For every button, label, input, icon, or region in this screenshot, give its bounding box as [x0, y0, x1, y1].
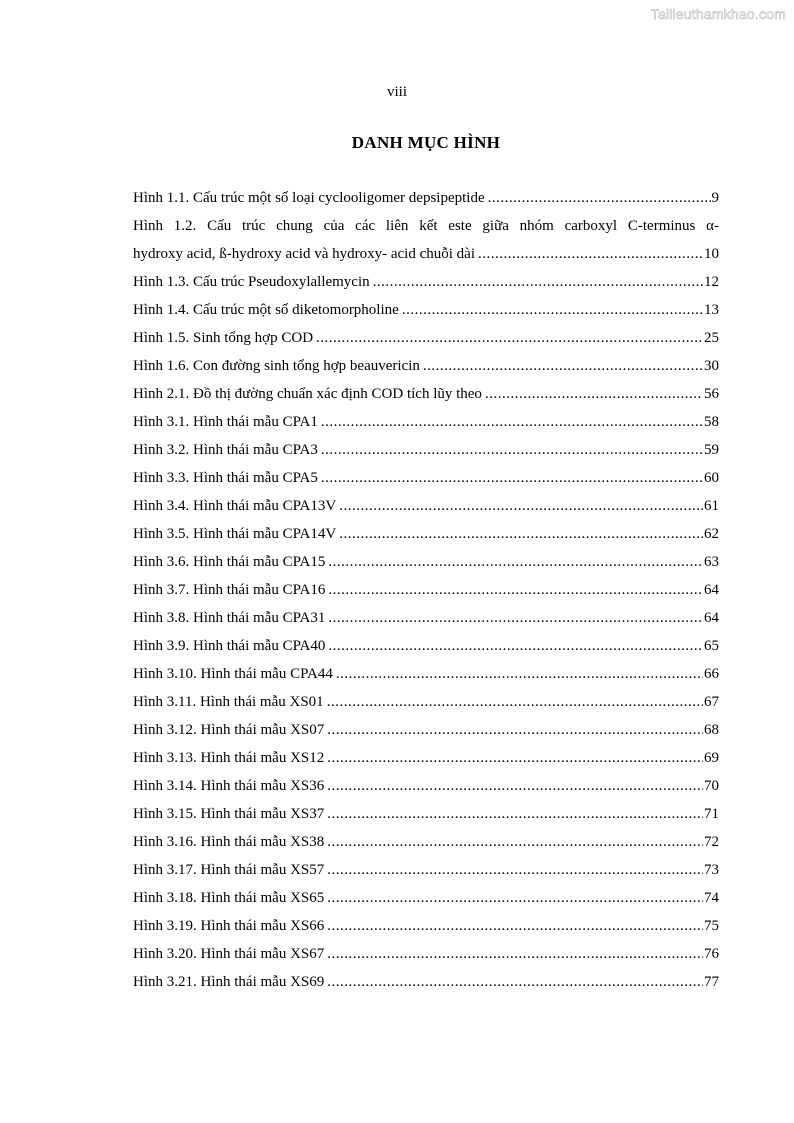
entry-label: Hình 3.16. Hình thái mẫu XS38 — [133, 834, 325, 850]
toc-entry[interactable] — [133, 828, 719, 856]
dot-leader — [327, 940, 703, 968]
entry-page: 69 — [704, 750, 719, 766]
toc-entry[interactable] — [133, 576, 719, 604]
entry-label: Hình 3.7. Hình thái mẫu CPA16 — [133, 582, 326, 598]
dot-leader — [321, 436, 703, 464]
entry-page: 30 — [704, 358, 719, 374]
entry-page: 77 — [704, 974, 719, 990]
dot-leader — [327, 716, 703, 744]
entry-label: Hình 3.12. Hình thái mẫu XS07 — [133, 722, 325, 738]
toc-entry[interactable] — [133, 632, 719, 660]
entry-label: Hình 3.15. Hình thái mẫu XS37 — [133, 806, 325, 822]
entry-page: 61 — [704, 498, 719, 514]
entry-label: Hình 3.10. Hình thái mẫu CPA44 — [133, 666, 333, 682]
entry-label: Hình 3.3. Hình thái mẫu CPA5 — [133, 470, 318, 486]
entry-page: 60 — [704, 470, 719, 486]
entry-label: Hình 3.21. Hình thái mẫu XS69 — [133, 974, 325, 990]
toc-entry[interactable] — [133, 296, 719, 324]
toc-entry[interactable] — [133, 884, 719, 912]
toc-entry[interactable] — [133, 324, 719, 352]
toc-entry[interactable] — [133, 352, 719, 380]
entry-page: 64 — [704, 610, 719, 626]
toc-entry[interactable] — [133, 604, 719, 632]
entry-label: Hình 3.5. Hình thái mẫu CPA14V — [133, 526, 337, 542]
entry-page: 68 — [704, 722, 719, 738]
entry-label-line1: Hình 1.2. Cấu trúc chung của các liên kết este giữa nhóm carboxyl C-terminus α- — [133, 218, 719, 234]
toc-entry[interactable] — [133, 716, 719, 744]
entry-label: Hình 1.6. Con đường sinh tổng hợp beauvericin — [133, 358, 420, 374]
toc-entry[interactable] — [133, 856, 719, 884]
dot-leader — [327, 800, 703, 828]
dot-leader — [327, 912, 703, 940]
dot-leader — [327, 688, 703, 716]
toc-entry[interactable] — [133, 660, 719, 688]
toc-entry[interactable] — [133, 184, 719, 212]
toc-entry[interactable] — [133, 744, 719, 772]
toc-entry[interactable] — [133, 492, 719, 520]
dot-leader — [327, 968, 703, 996]
entry-label: Hình 1.4. Cấu trúc một số diketomorpholine — [133, 302, 399, 318]
entry-label: Hình 3.11. Hình thái mẫu XS01 — [133, 694, 324, 710]
entry-label: Hình 3.14. Hình thái mẫu XS36 — [133, 778, 325, 794]
entry-label: Hình 3.17. Hình thái mẫu XS57 — [133, 862, 325, 878]
dot-leader — [373, 268, 703, 296]
toc-entry[interactable] — [133, 968, 719, 996]
dot-leader — [327, 884, 703, 912]
entry-label: Hình 1.1. Cấu trúc một số loại cyclooligomer depsipeptide — [133, 190, 485, 206]
dot-leader — [402, 296, 703, 324]
watermark-text: Tailieuthamkhao.com — [650, 6, 786, 22]
entry-label: Hình 1.3. Cấu trúc Pseudoxylallemycin — [133, 274, 370, 290]
entry-label: Hình 3.6. Hình thái mẫu CPA15 — [133, 554, 326, 570]
entry-page: 59 — [704, 442, 719, 458]
entry-page: 70 — [704, 778, 719, 794]
entry-page: 64 — [704, 582, 719, 598]
dot-leader — [328, 576, 703, 604]
page-number: viii — [386, 84, 407, 100]
entry-page: 71 — [704, 806, 719, 822]
entry-label: hydroxy acid, ß-hydroxy acid và hydroxy- acid chuỗi dài — [133, 246, 475, 262]
toc-entry[interactable] — [133, 380, 719, 408]
entry-page: 76 — [704, 946, 719, 962]
entry-page: 12 — [704, 274, 719, 290]
entry-page: 56 — [704, 386, 719, 402]
toc-entry[interactable] — [133, 688, 719, 716]
entry-label: Hình 3.9. Hình thái mẫu CPA40 — [133, 638, 326, 654]
entry-label: Hình 2.1. Đồ thị đường chuẩn xác định COD tích lũy theo — [133, 386, 482, 402]
toc-entry[interactable] — [133, 436, 719, 464]
toc-entry[interactable] — [133, 800, 719, 828]
entry-page: 13 — [704, 302, 719, 318]
toc-entry[interactable] — [133, 912, 719, 940]
toc-entry[interactable] — [133, 212, 719, 268]
entry-label: Hình 3.1. Hình thái mẫu CPA1 — [133, 414, 318, 430]
entry-page: 63 — [704, 554, 719, 570]
dot-leader — [327, 744, 703, 772]
dot-leader — [336, 660, 703, 688]
dot-leader — [488, 184, 711, 212]
toc-entry[interactable] — [133, 772, 719, 800]
entry-label: Hình 3.19. Hình thái mẫu XS66 — [133, 918, 325, 934]
dot-leader — [316, 324, 703, 352]
entry-page: 74 — [704, 890, 719, 906]
toc-entry[interactable] — [133, 548, 719, 576]
entry-label: Hình 1.5. Sinh tổng hợp COD — [133, 330, 314, 346]
dot-leader — [327, 856, 703, 884]
entry-page: 25 — [704, 330, 719, 346]
entry-page: 9 — [711, 190, 719, 206]
entry-page: 65 — [704, 638, 719, 654]
entry-page: 62 — [704, 526, 719, 542]
entry-label: Hình 3.18. Hình thái mẫu XS65 — [133, 890, 325, 906]
dot-leader — [478, 240, 703, 268]
figure-list — [133, 184, 719, 996]
toc-entry[interactable] — [133, 268, 719, 296]
entry-label: Hình 3.2. Hình thái mẫu CPA3 — [133, 442, 318, 458]
entry-page: 72 — [704, 834, 719, 850]
entry-label: Hình 3.4. Hình thái mẫu CPA13V — [133, 498, 337, 514]
entry-label: Hình 3.8. Hình thái mẫu CPA31 — [133, 610, 326, 626]
dot-leader — [321, 464, 703, 492]
entry-page: 66 — [704, 666, 719, 682]
entry-page: 67 — [704, 694, 719, 710]
toc-entry[interactable] — [133, 520, 719, 548]
entry-label: Hình 3.20. Hình thái mẫu XS67 — [133, 946, 325, 962]
page-title: DANH MỤC HÌNH — [351, 133, 501, 152]
toc-entry[interactable] — [133, 408, 719, 436]
entry-page: 58 — [704, 414, 719, 430]
dot-leader — [339, 492, 703, 520]
dot-leader — [327, 772, 703, 800]
entry-page: 73 — [704, 862, 719, 878]
entry-page: 10 — [704, 246, 719, 262]
dot-leader — [328, 632, 703, 660]
toc-entry[interactable] — [133, 940, 719, 968]
dot-leader — [328, 604, 703, 632]
dot-leader — [328, 548, 703, 576]
dot-leader — [423, 352, 703, 380]
dot-leader — [327, 828, 703, 856]
entry-page: 75 — [704, 918, 719, 934]
dot-leader — [339, 520, 703, 548]
entry-label: Hình 3.13. Hình thái mẫu XS12 — [133, 750, 325, 766]
dot-leader — [321, 408, 703, 436]
dot-leader — [485, 380, 703, 408]
toc-entry[interactable] — [133, 464, 719, 492]
